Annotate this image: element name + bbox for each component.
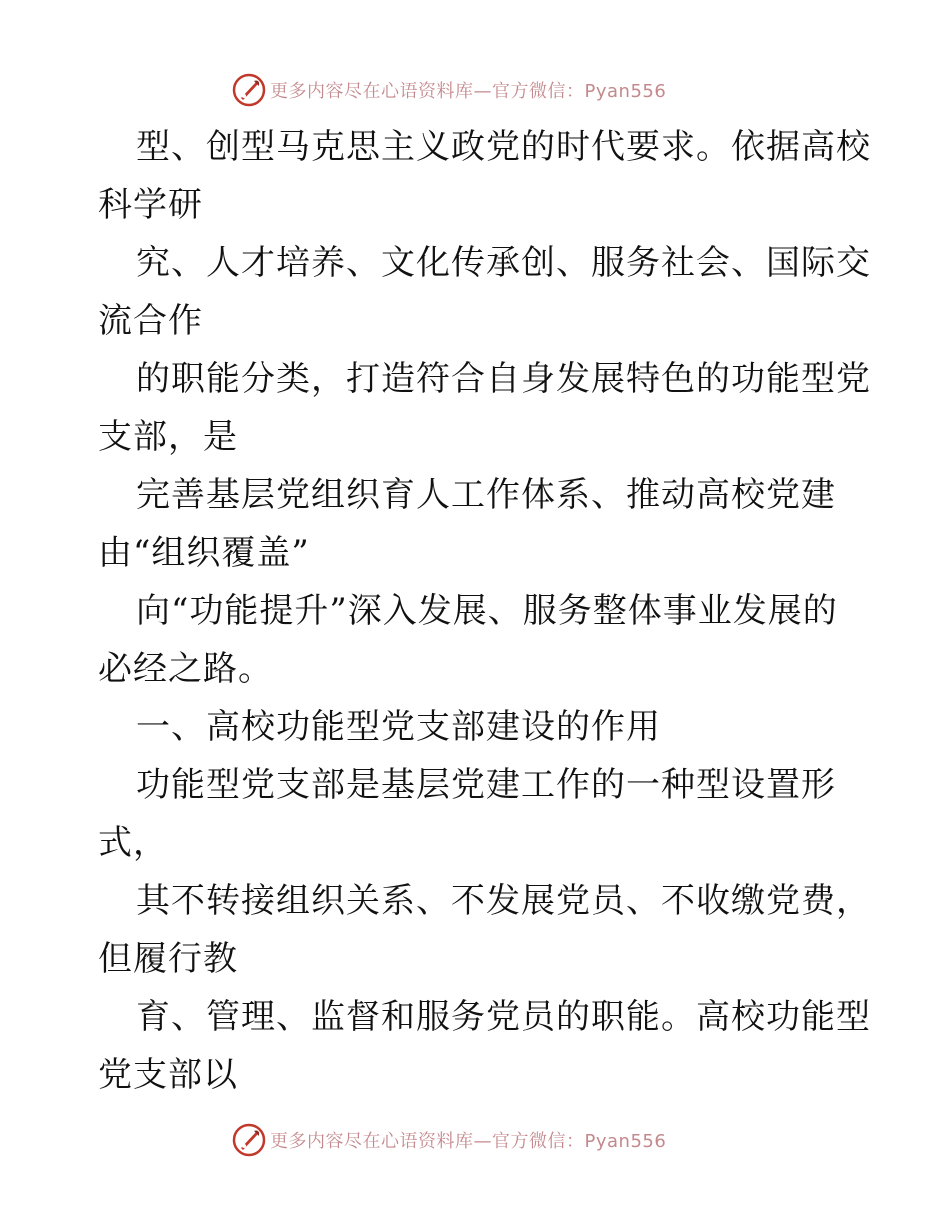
text-line: 其不转接组织关系、不发展党员、不收缴党费， [136, 881, 871, 921]
text-line: 式， [98, 823, 168, 863]
text-line: 但履行教 [98, 939, 238, 979]
text-line: 由“组织覆盖” [98, 533, 310, 573]
text-line: 的职能分类，打造符合自身发展特色的功能型党 [136, 359, 871, 399]
text-line: 功能型党支部是基层党建工作的一种型设置形 [136, 765, 836, 805]
text-line: 型、创型马克思主义政党的时代要求。依据高校 [136, 127, 871, 167]
quill-pen-logo-icon [232, 73, 266, 107]
quill-pen-logo-icon [232, 1123, 266, 1157]
text-line: 党支部以 [98, 1055, 238, 1095]
header-banner-text: 更多内容尽在心语资料库—官方微信：Pyan556 [270, 81, 667, 102]
text-line: 一、高校功能型党支部建设的作用 [136, 707, 661, 747]
text-line: 完善基层党组织育人工作体系、推动高校党建 [136, 475, 836, 515]
footer-banner-text: 更多内容尽在心语资料库—官方微信：Pyan556 [270, 1131, 667, 1152]
text-line: 向“功能提升”深入发展、服务整体事业发展的 [136, 591, 838, 631]
footer-banner [232, 1122, 666, 1158]
header-banner [232, 72, 666, 108]
text-line: 究、人才培养、文化传承创、服务社会、国际交 [136, 243, 871, 283]
text-line: 必经之路。 [98, 649, 273, 689]
text-line: 育、管理、监督和服务党员的职能。高校功能型 [136, 997, 871, 1037]
text-line: 流合作 [98, 301, 203, 341]
document-body [98, 118, 871, 1104]
text-line: 科学研 [98, 185, 203, 225]
text-line: 支部，是 [98, 417, 238, 457]
